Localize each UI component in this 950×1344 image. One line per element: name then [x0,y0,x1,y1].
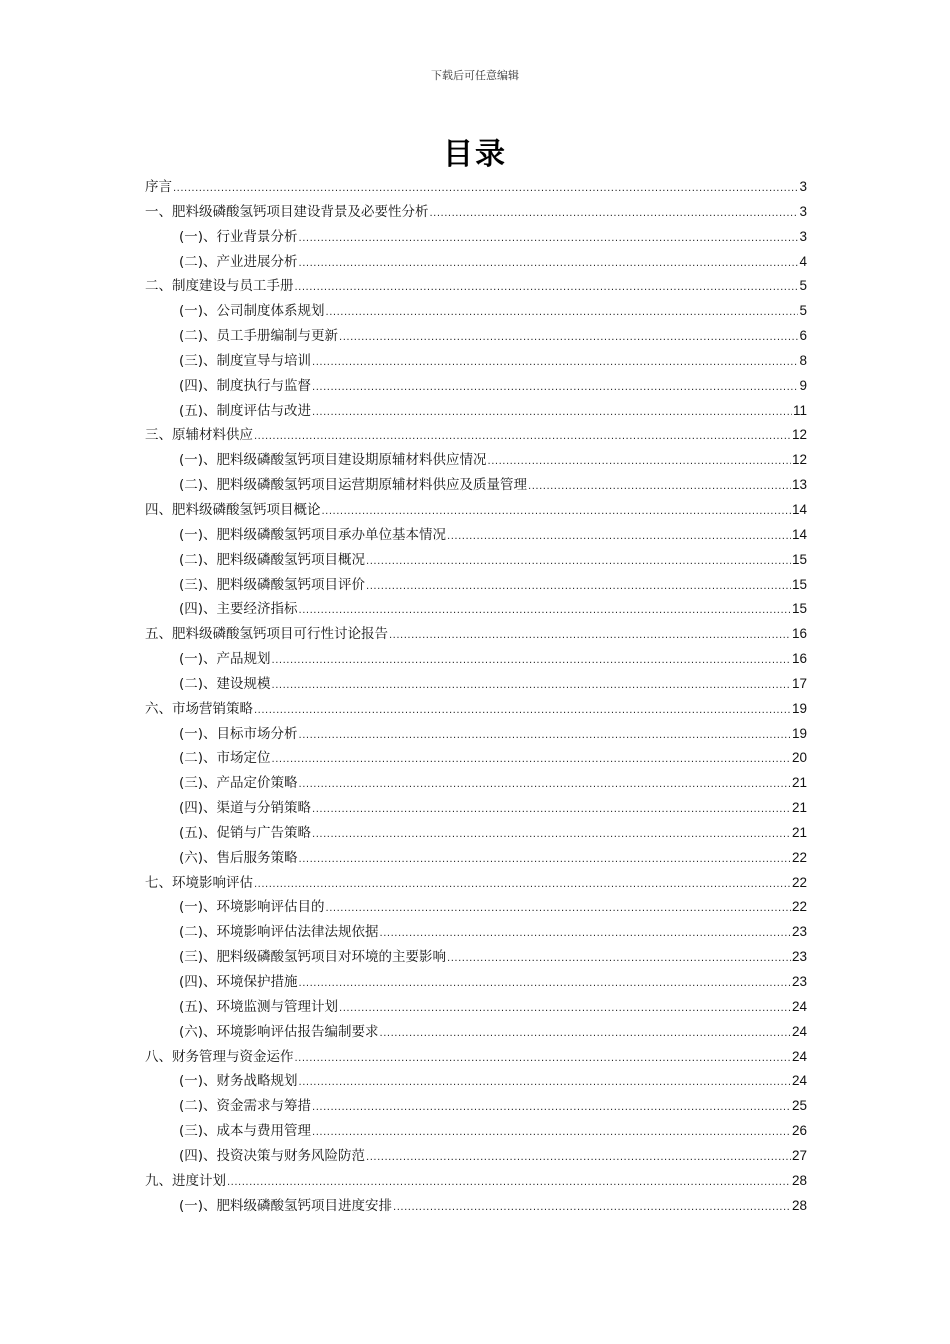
toc-entry-page-number: 11 [792,402,807,418]
toc-dot-leader [322,500,791,525]
toc-entry-chapter[interactable] [145,622,807,647]
toc-entry-label: (三)、产品定价策略 [179,775,298,792]
toc-entry-page-number: 9 [799,377,807,393]
toc-entry-section[interactable] [145,672,807,697]
toc-entry-page-number: 12 [791,452,807,468]
toc-entry-section[interactable] [145,448,807,473]
toc-entry-page-number: 13 [791,477,807,493]
toc-dot-leader [299,773,791,798]
toc-dot-leader [272,649,791,674]
toc-entry-section[interactable] [145,920,807,945]
toc-dot-leader [488,450,791,475]
toc-entry-section[interactable] [145,473,807,498]
toc-dot-leader [528,475,791,500]
toc-entry-page-number: 15 [791,576,807,592]
toc-entry-label: (四)、环境保护措施 [179,974,298,990]
toc-entry-page-number: 6 [799,328,807,344]
toc-dot-leader [299,724,791,749]
toc-entry-section[interactable] [145,573,807,598]
toc-entry-label: 六、市场营销策略 [145,700,253,717]
toc-entry-section[interactable] [145,970,807,995]
toc-entry-chapter[interactable] [145,200,807,225]
toc-entry-section[interactable] [145,895,807,920]
toc-dot-leader [227,1171,791,1196]
toc-dot-leader [312,376,798,401]
toc-entry-page-number: 24 [791,998,807,1014]
toc-entry-page-number: 5 [799,278,807,294]
toc-entry-label: (六)、售后服务策略 [179,849,298,866]
toc-entry-section[interactable] [145,1094,807,1119]
toc-dot-leader [254,425,791,450]
toc-entry-section[interactable] [145,821,807,846]
toc-entry-chapter[interactable] [145,274,807,299]
toc-entry-label: (五)、环境监测与管理计划 [179,998,339,1015]
toc-entry-page-number: 24 [791,1048,807,1064]
toc-entry-label: (一)、肥料级磷酸氢钙项目承办单位基本情况 [179,526,447,543]
toc-entry-label: (三)、肥料级磷酸氢钙项目评价 [179,576,366,593]
toc-entry-page-number: 15 [791,551,807,567]
toc-entry-label: (五)、制度评估与改进 [179,402,312,419]
toc-entry-page-number: 28 [791,1172,807,1188]
toc-dot-leader [326,301,799,326]
toc-dot-leader [380,1022,791,1047]
toc-dot-leader [312,823,791,848]
toc-dot-leader [254,873,791,898]
toc-dot-leader [339,326,798,351]
toc-entry-label: (四)、主要经济指标 [179,601,298,618]
toc-entry-label: 八、财务管理与资金运作 [145,1048,294,1065]
toc-dot-leader [312,1121,791,1146]
toc-entry-chapter[interactable] [145,1169,807,1194]
toc-entry-chapter[interactable] [145,871,807,896]
toc-entry-label: (三)、成本与费用管理 [179,1123,312,1140]
toc-entry-page-number: 21 [791,824,807,840]
toc-dot-leader [326,897,791,922]
toc-dot-leader [299,599,791,624]
toc-entry-page-number: 20 [791,750,807,766]
toc-entry-section[interactable] [145,324,807,349]
toc-dot-leader [254,699,791,724]
toc-entry-page-number: 24 [791,1023,807,1039]
page-header-note: 下载后可任意编辑 [431,69,519,82]
toc-entry-label: (二)、建设规模 [179,675,271,692]
toc-entry-label: 四、肥料级磷酸氢钙项目概论 [145,501,321,518]
toc-dot-leader [366,575,791,600]
toc-entry-label: (一)、公司制度体系规划 [179,303,325,320]
toc-entry-label: (一)、目标市场分析 [179,725,298,742]
toc-entry-page-number: 26 [791,1123,807,1139]
toc-entry-page-number: 17 [791,675,807,691]
toc-entry-section[interactable] [145,1069,807,1094]
toc-entry-page-number: 21 [791,775,807,791]
toc-entry-section[interactable] [145,299,807,324]
table-of-contents [145,175,807,1218]
toc-entry-chapter[interactable] [145,423,807,448]
toc-entry-page-number: 14 [791,526,807,542]
toc-entry-label: (一)、肥料级磷酸氢钙项目进度安排 [179,1197,393,1214]
toc-entry-label: 序言 [145,179,172,195]
toc-dot-leader [339,997,791,1022]
toc-entry-section[interactable] [145,771,807,796]
toc-entry-page-number: 28 [791,1197,807,1213]
toc-entry-page-number: 3 [799,228,807,244]
toc-entry-label: (二)、员工手册编制与更新 [179,328,339,345]
toc-dot-leader [295,276,799,301]
toc-entry-section[interactable] [145,374,807,399]
toc-entry-label: (一)、行业背景分析 [179,228,298,245]
toc-entry-section[interactable] [145,796,807,821]
toc-entry-section[interactable] [145,399,807,424]
toc-dot-leader [272,748,791,773]
toc-dot-leader [295,1047,791,1072]
toc-entry-page-number: 27 [791,1147,807,1163]
toc-entry-section[interactable] [145,1144,807,1169]
toc-entry-section[interactable] [145,945,807,970]
toc-entry-label: (五)、促销与广告策略 [179,824,312,841]
toc-entry-section[interactable] [145,548,807,573]
toc-entry-page-number: 12 [791,427,807,443]
toc-entry-section[interactable] [145,597,807,622]
toc-entry-section[interactable] [145,250,807,275]
toc-dot-leader [366,550,791,575]
toc-dot-leader [312,351,798,376]
toc-entry-page-number: 23 [791,949,807,965]
toc-entry-label: (二)、产业进展分析 [179,253,298,270]
toc-dot-leader [447,525,791,550]
toc-dot-leader [393,1196,791,1221]
toc-dot-leader [299,848,791,873]
toc-entry-chapter[interactable] [145,697,807,722]
toc-entry-section[interactable] [145,1119,807,1144]
toc-entry-section[interactable] [145,995,807,1020]
toc-dot-leader [430,202,799,227]
toc-entry-page-number: 22 [791,849,807,865]
toc-entry-label: (四)、投资决策与财务风险防范 [179,1147,366,1164]
toc-entry-section[interactable] [145,225,807,250]
toc-dot-leader [312,1096,791,1121]
toc-entry-page-number: 8 [799,352,807,368]
toc-entry-label: (二)、肥料级磷酸氢钙项目运营期原辅材料供应及质量管理 [179,477,528,494]
toc-entry-label: (四)、制度执行与监督 [179,377,312,394]
toc-dot-leader [447,947,791,972]
toc-entry-chapter[interactable] [145,1045,807,1070]
toc-entry-label: (一)、产品规划 [179,651,271,668]
toc-entry-label: (一)、环境影响评估目的 [179,899,325,916]
toc-entry-label: (三)、制度宣导与培训 [179,352,312,369]
toc-dot-leader [272,674,791,699]
toc-entry-label: (一)、肥料级磷酸氢钙项目建设期原辅材料供应情况 [179,452,487,469]
toc-entry-page-number: 14 [791,501,807,517]
toc-entry-label: 一、肥料级磷酸氢钙项目建设背景及必要性分析 [145,203,429,220]
toc-entry-label: (二)、市场定位 [179,750,271,767]
toc-entry-section[interactable] [145,722,807,747]
toc-entry-label: 三、原辅材料供应 [145,427,253,444]
toc-entry-page-number: 22 [791,899,807,915]
toc-entry-section[interactable] [145,846,807,871]
toc-entry-section[interactable] [145,523,807,548]
toc-entry-page-number: 23 [791,974,807,989]
toc-entry-page-number: 3 [799,179,807,194]
toc-entry-section[interactable] [145,349,807,374]
toc-entry-page-number: 16 [791,626,807,642]
toc-entry-page-number: 21 [791,800,807,816]
toc-entry-page-number: 16 [791,651,807,667]
toc-entry-label: (二)、环境影响评估法律法规依据 [179,924,379,941]
toc-entry-label: (四)、渠道与分销策略 [179,800,312,817]
toc-entry-chapter[interactable] [145,175,807,200]
toc-entry-label: (六)、环境影响评估报告编制要求 [179,1023,379,1040]
toc-entry-section[interactable] [145,746,807,771]
toc-entry-page-number: 3 [799,203,807,219]
toc-dot-leader [299,972,791,997]
toc-entry-section[interactable] [145,1020,807,1045]
toc-dot-leader [380,922,791,947]
toc-dot-leader [299,252,799,277]
toc-entry-label: 二、制度建设与员工手册 [145,278,294,295]
toc-entry-section[interactable] [145,1194,807,1219]
toc-dot-leader [299,1071,791,1096]
toc-entry-label: (三)、肥料级磷酸氢钙项目对环境的主要影响 [179,949,447,966]
toc-entry-page-number: 24 [791,1073,807,1089]
toc-entry-section[interactable] [145,647,807,672]
toc-entry-label: (一)、财务战略规划 [179,1073,298,1090]
toc-entry-page-number: 25 [791,1098,807,1114]
toc-entry-page-number: 19 [791,700,807,716]
toc-entry-page-number: 23 [791,924,807,940]
toc-entry-chapter[interactable] [145,498,807,523]
toc-dot-leader [366,1146,791,1171]
toc-entry-page-number: 22 [791,874,807,890]
toc-dot-leader [389,624,791,649]
toc-dot-leader [312,798,791,823]
toc-entry-page-number: 5 [799,303,807,319]
toc-dot-leader [173,177,798,202]
toc-entry-label: (二)、肥料级磷酸氢钙项目概况 [179,551,366,568]
toc-entry-page-number: 4 [799,253,807,269]
toc-entry-page-number: 15 [791,601,807,617]
toc-title: 目录 [443,137,507,172]
toc-entry-label: 七、环境影响评估 [145,874,253,891]
toc-entry-label: (二)、资金需求与筹措 [179,1098,312,1115]
toc-entry-page-number: 19 [791,725,807,741]
toc-dot-leader [312,401,792,426]
toc-entry-label: 五、肥料级磷酸氢钙项目可行性讨论报告 [145,626,388,643]
toc-dot-leader [299,227,799,252]
toc-entry-label: 九、进度计划 [145,1172,226,1189]
